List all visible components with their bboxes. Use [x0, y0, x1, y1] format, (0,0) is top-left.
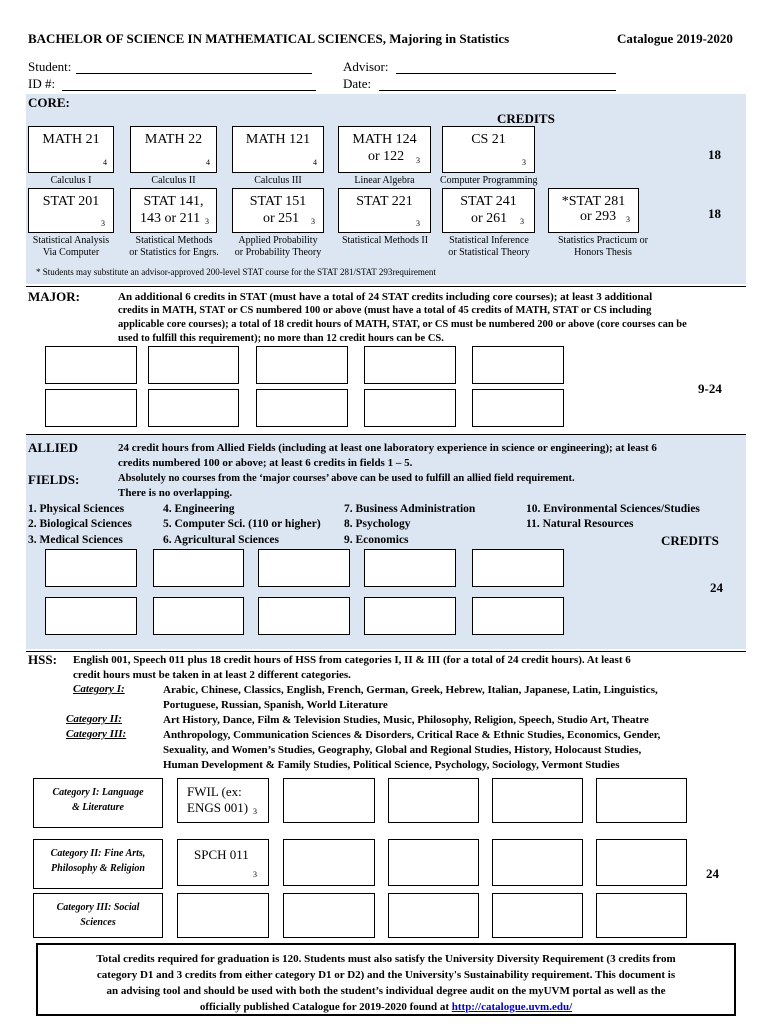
hss-course-box[interactable] [388, 778, 479, 823]
major-text-line: applicable core courses); a total of 18 credit hours of MATH, STAT, or CS must be numbered 200 or above (core courses can be [118, 319, 687, 330]
course-label [548, 235, 658, 259]
course-box-stat241[interactable] [442, 188, 535, 233]
hss-label: HSS: [28, 652, 57, 667]
course-label-line1: Statistics Practicum or [558, 235, 648, 246]
major-course-box[interactable] [45, 389, 137, 427]
hss-course-box[interactable] [283, 839, 375, 886]
course-code: MATH 124 [352, 132, 417, 147]
major-course-box[interactable] [256, 346, 348, 384]
course-alt: or 251 [263, 211, 300, 226]
core-row1-credits: 18 [708, 147, 721, 162]
allied-course-box[interactable] [258, 549, 350, 587]
id-field[interactable] [62, 90, 316, 91]
course-credits: 3 [520, 217, 524, 226]
hss-category-label-1 [33, 778, 163, 828]
fwil-line1: FWIL (ex: [187, 784, 242, 799]
allied-label: ALLIED [28, 440, 78, 455]
course-label [22, 235, 120, 259]
student-field[interactable] [76, 73, 312, 74]
course-label: Computer Programming [440, 175, 538, 186]
student-label: Student: [28, 59, 72, 74]
allied-course-box[interactable] [364, 597, 456, 635]
course-label: Linear Algebra [354, 175, 415, 186]
major-credits: 9-24 [698, 381, 722, 396]
hss-course-box[interactable] [492, 839, 583, 886]
course-box-stat281[interactable] [548, 188, 639, 233]
course-credits: 3 [311, 217, 315, 226]
course-credits: 4 [103, 158, 107, 167]
course-box-stat141[interactable] [130, 188, 217, 233]
hss-course-box[interactable] [596, 839, 687, 886]
hss-course-box-spch[interactable] [177, 839, 269, 886]
hss-cat1-label: Category I: [73, 683, 125, 695]
allied-course-box[interactable] [45, 549, 137, 587]
advisor-field[interactable] [396, 73, 616, 74]
allied-course-box[interactable] [364, 549, 456, 587]
hss-text-line: English 001, Speech 011 plus 18 credit hours of HSS from categories I, II & III (for a total of 24 credit hours). At least 6 [73, 654, 631, 666]
graduation-note-text: officially published Catalogue for 2019-2020 found at [199, 1001, 449, 1013]
hss-course-box[interactable] [492, 778, 583, 823]
course-code: MATH 21 [42, 132, 100, 147]
course-label-line2: or Probability Theory [234, 247, 322, 258]
allied-course-box[interactable] [472, 597, 564, 635]
allied-field: 5. Computer Sci. (110 or higher) [163, 518, 321, 530]
major-course-box[interactable] [45, 346, 137, 384]
course-code: STAT 221 [356, 194, 413, 209]
hss-cat1-line: Portuguese, Russian, Spanish, World Literature [163, 699, 388, 711]
course-label [226, 235, 330, 259]
hss-category-label-3 [33, 893, 163, 938]
major-course-box[interactable] [472, 346, 564, 384]
course-box-math121[interactable] [232, 126, 324, 173]
hss-cat3-line: Human Development & Family Studies, Political Science, Psychology, Sociology, Vermont Studies [163, 759, 620, 771]
allied-credits-header: CREDITS [661, 533, 719, 548]
allied-field: 6. Agricultural Sciences [163, 534, 279, 546]
hss-cat2-line: Art History, Dance, Film & Television Studies, Music, Philosophy, Religion, Speech, Studio Art, Theatre [163, 714, 649, 726]
course-code: STAT 141, [143, 194, 204, 209]
fields-label: FIELDS: [28, 472, 80, 487]
course-code: MATH 22 [144, 132, 203, 147]
course-label-line2: Honors Thesis [574, 247, 632, 258]
graduation-note-line: an advising tool and should be used with both the student’s individual degree audit on the myUVM portal as well as the [106, 985, 666, 997]
graduation-note-line [42, 999, 730, 1015]
id-label: ID #: [28, 76, 56, 91]
course-label-line2: or Statistics for Engrs. [129, 247, 219, 258]
date-field[interactable] [379, 90, 616, 91]
page-title: BACHELOR OF SCIENCE IN MATHEMATICAL SCIENCES, Majoring in Statistics [28, 31, 510, 46]
course-alt: or 293 [580, 209, 617, 224]
graduation-note-line: category D1 and 3 credits from either category D1 or D2) and the University's Sustainability requirement. This document is [96, 969, 676, 981]
allied-course-box[interactable] [153, 549, 244, 587]
allied-text [118, 441, 743, 501]
allied-credits: 24 [710, 580, 723, 595]
hss-text [73, 653, 743, 683]
hss-course-box[interactable] [388, 839, 479, 886]
hss-credits: 24 [706, 866, 719, 881]
hss-cat3-text [163, 728, 660, 773]
course-box-cs21[interactable] [442, 126, 535, 173]
course-credits: 3 [205, 217, 209, 226]
hss-course-box-fwil[interactable] [177, 778, 269, 823]
course-label [124, 235, 224, 259]
advisor-label: Advisor: [343, 59, 389, 74]
course-label-line1: Statistical Methods [135, 235, 213, 246]
hss-divider [26, 651, 746, 652]
major-label: MAJOR: [28, 289, 80, 304]
hss-course-box[interactable] [596, 778, 687, 823]
major-divider [26, 286, 746, 287]
allied-text-line: Absolutely no courses from the ‘major courses’ above can be used to fulfill an allied field requirement. [118, 473, 575, 484]
hss-cat2-text [163, 713, 649, 728]
course-credits: 3 [101, 219, 105, 228]
hss-category-label-2 [33, 839, 163, 889]
allied-text-line: credits numbered 100 or above; at least 6 credits in fields 1 – 5. [118, 457, 413, 469]
hss-category-label-line: Category III: Social [56, 902, 140, 913]
hss-cat3-label: Category III: [66, 728, 127, 740]
allied-field: 2. Biological Sciences [28, 518, 132, 530]
course-code: STAT 151 [249, 194, 307, 209]
hss-cat3-line: Sexuality, and Women’s Studies, Geography, Global and Regional Studies, History, Holocaust Studies, [163, 744, 642, 756]
core-row2-credits: 18 [708, 206, 721, 221]
course-box-math21[interactable] [28, 126, 114, 173]
hss-course-box[interactable] [596, 893, 687, 938]
course-label-line1: Applied Probability [238, 235, 318, 246]
major-course-box[interactable] [148, 389, 239, 427]
major-course-box[interactable] [148, 346, 239, 384]
major-text-line: used to fulfill this requirement); no more than 12 credit hours can be CS. [118, 333, 444, 344]
major-course-box[interactable] [256, 389, 348, 427]
hss-text-line: credit hours must be taken in at least 2 different categories. [73, 669, 351, 681]
course-code: *STAT 281 [561, 194, 626, 209]
course-box-math22[interactable] [130, 126, 217, 173]
catalogue-year: Catalogue 2019-2020 [617, 31, 733, 46]
hss-cat2-label: Category II: [66, 713, 122, 725]
course-alt: or 122 [368, 149, 405, 164]
allied-field: 11. Natural Resources [526, 518, 634, 530]
course-label [440, 235, 538, 259]
course-box-stat221[interactable] [338, 188, 431, 233]
hss-category-label-line: Category II: Fine Arts, [50, 848, 146, 859]
major-text-line: An additional 6 credits in STAT (must have a total of 24 STAT credits including core courses); at least 3 additional [118, 291, 653, 303]
allied-field: 3. Medical Sciences [28, 534, 123, 546]
major-course-box[interactable] [364, 389, 456, 427]
course-label [336, 235, 434, 247]
allied-course-box[interactable] [258, 597, 350, 635]
allied-field: 4. Engineering [163, 503, 235, 515]
course-label: Calculus I [50, 175, 92, 186]
allied-text-line: 24 credit hours from Allied Fields (including at least one laboratory experience in science or engineering); at least 6 [118, 442, 657, 454]
spch-credits: 3 [253, 870, 257, 879]
allied-course-box[interactable] [472, 549, 564, 587]
allied-field: 8. Psychology [344, 518, 411, 530]
core-footnote: * Students may substitute an advisor-approved 200-level STAT course for the STAT 281/STAT 293requirement [36, 267, 436, 277]
course-box-math124[interactable] [338, 126, 431, 173]
graduation-note-line: Total credits required for graduation is 120. Students must also satisfy the University Diversity Requirement (3 credits from [96, 953, 676, 965]
hss-course-box[interactable] [177, 893, 269, 938]
course-label: Calculus III [254, 175, 302, 186]
course-code: STAT 201 [42, 194, 100, 209]
graduation-note [36, 943, 736, 1016]
allied-field: 10. Environmental Sciences/Studies [526, 503, 700, 515]
course-credits: 3 [416, 156, 420, 165]
course-credits: 3 [522, 158, 526, 167]
fwil-credits: 3 [253, 807, 257, 816]
course-credits: 4 [313, 158, 317, 167]
core-credits-header: CREDITS [497, 111, 555, 126]
core-label: CORE: [28, 95, 70, 110]
allied-field: 9. Economics [344, 534, 409, 546]
hss-category-label-line: Sciences [80, 917, 116, 928]
hss-course-box[interactable] [283, 893, 375, 938]
hss-cat1-line: Arabic, Chinese, Classics, English, French, German, Greek, Hebrew, Italian, Japanese, Latin, Linguistics, [163, 684, 658, 696]
hss-category-label-line: Philosophy & Religion [51, 863, 145, 874]
catalogue-link[interactable]: http://catalogue.uvm.edu/ [451, 1001, 573, 1013]
course-label-line2: or Statistical Theory [448, 247, 530, 258]
allied-field: 1. Physical Sciences [28, 503, 125, 515]
course-credits: 3 [626, 215, 630, 224]
allied-course-box[interactable] [153, 597, 244, 635]
hss-cat1-text [163, 683, 658, 713]
major-text-line: credits in MATH, STAT or CS numbered 100 or above (must have a total of 45 credits of MATH, STAT or CS including [118, 305, 652, 316]
hss-category-label-line: Category I: Language [52, 787, 144, 798]
date-label: Date: [343, 76, 372, 91]
course-alt: 143 or 211 [140, 211, 201, 226]
hss-course-box[interactable] [388, 893, 479, 938]
course-label-line1: Statistical Analysis [32, 235, 110, 246]
course-box-stat151[interactable] [232, 188, 324, 233]
allied-text-line: There is no overlapping. [118, 487, 233, 499]
course-code: MATH 121 [245, 132, 311, 147]
allied-divider [26, 434, 746, 435]
hss-course-box[interactable] [283, 778, 375, 823]
course-code: STAT 241 [460, 194, 517, 209]
course-code: CS 21 [471, 132, 506, 147]
allied-course-box[interactable] [45, 597, 137, 635]
course-credits: 3 [416, 219, 420, 228]
course-credits: 4 [206, 158, 210, 167]
major-course-box[interactable] [472, 389, 564, 427]
course-label-line1: Statistical Methods II [341, 235, 429, 246]
course-box-stat201[interactable] [28, 188, 114, 233]
fwil-line2: ENGS 001) [187, 800, 249, 815]
course-label-line1: Statistical Inference [449, 235, 529, 246]
hss-cat3-line: Anthropology, Communication Sciences & Disorders, Critical Race & Ethnic Studies, Economics, Gender, [163, 729, 661, 741]
spch-code: SPCH 011 [194, 847, 249, 862]
hss-category-label-line: & Literature [72, 802, 124, 813]
major-text [118, 290, 743, 346]
course-label-line2: Via Computer [42, 247, 100, 258]
major-course-box[interactable] [364, 346, 456, 384]
allied-field: 7. Business Administration [344, 503, 476, 515]
course-alt: or 261 [471, 211, 508, 226]
course-label: Calculus II [151, 175, 196, 186]
hss-course-box[interactable] [492, 893, 583, 938]
